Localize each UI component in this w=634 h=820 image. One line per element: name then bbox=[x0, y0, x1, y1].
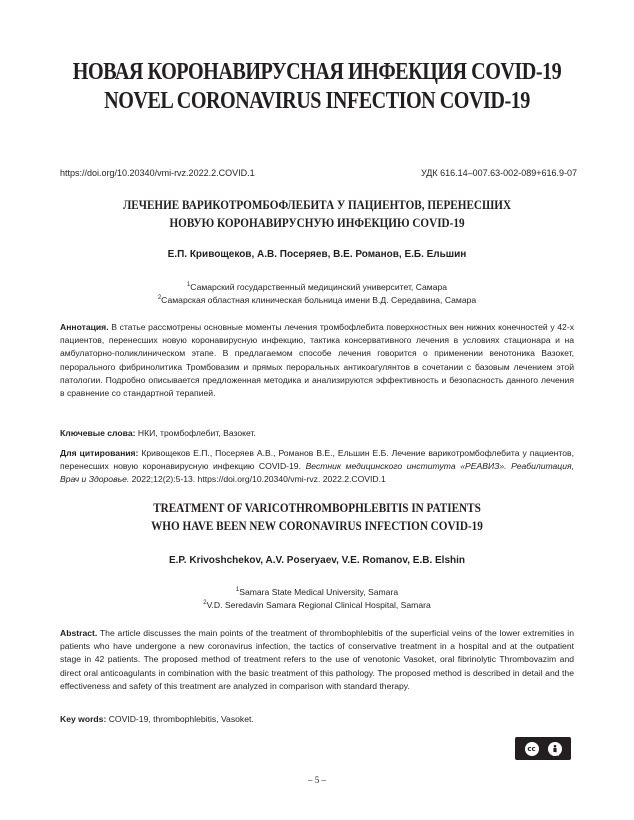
affil-num: 2 bbox=[203, 600, 207, 606]
section-title-ru: НОВАЯ КОРОНАВИРУСНАЯ ИНФЕКЦИЯ COVID-19 bbox=[72, 59, 562, 85]
abstract-en bbox=[60, 627, 574, 693]
citation-label: Для цитирования: bbox=[60, 448, 139, 458]
affil-num: 1 bbox=[186, 282, 191, 288]
affil-text: V.D. Seredavin Samara Regional Clinical Hospital, Samara bbox=[206, 599, 431, 610]
abstract-label: Abstract. bbox=[60, 628, 98, 638]
article-title-ru-line1: ЛЕЧЕНИЕ ВАРИКОТРОМБОФЛЕБИТА У ПАЦИЕНТОВ, ПЕРЕНЕСШИХ bbox=[122, 197, 512, 212]
cc-by-license-badge[interactable] bbox=[515, 737, 571, 760]
affil-text: Самарская областная клиническая больница имени В.Д. Середавина, Самара bbox=[161, 294, 477, 305]
authors-ru: Е.П. Кривощеков, А.В. Посеряев, В.Е. Романов, Е.Б. Ельшин bbox=[167, 249, 467, 260]
keywords-label: Ключевые слова: bbox=[60, 428, 136, 438]
article-title-en-line1: TREATMENT OF VARICOTHROMBOPHLEBITIS IN PATIENTS bbox=[153, 500, 481, 515]
citation-journal: Вестник медицинского института «РЕАВИЗ». Реабилитация, Врач и Здоровье. bbox=[60, 461, 574, 485]
affil-text: Самарский государственный медицинский университет, Самара bbox=[190, 281, 448, 292]
affiliation-ru-2 bbox=[0, 292, 634, 307]
udk-code: УДК 616.14–007.63-002-089+616.9-07 bbox=[420, 168, 577, 178]
doi-link[interactable]: https://doi.org/10.20340/vmi-rvz.2022.2.COVID.1 bbox=[60, 168, 255, 178]
abstract-text: The article discusses the main points of the treatment of thrombophlebitis of the superficial veins of the lower extremities in patients who have undergone a new coronavirus infection, the tactics of conservative treatment in a hospital and at the outpatient stage in 42 patients. The proposed method of treatment refers to the use of venotonic Vasoket, oral fibrinolytic Thrombovazim and direct oral anticoagulants in combination with the basic treatment of this pathology. The proposed method is described in detail and the effectiveness and safety of this treatment are analyzed in comparison with standard therapy. bbox=[60, 628, 574, 691]
keywords-text: НКИ, тромбофлебит, Вазокет. bbox=[135, 428, 256, 438]
abstract-label: Аннотация. bbox=[60, 322, 109, 332]
abstract-ru bbox=[60, 321, 574, 400]
citation-tail[interactable]: 2022;12(2):5-13. https://doi.org/10.20340/vmi-rvz. 2022.2.COVID.1 bbox=[129, 474, 386, 485]
article-title-ru-line2: НОВУЮ КОРОНАВИРУСНУЮ ИНФЕКЦИЮ COVID-19 bbox=[169, 215, 465, 230]
keywords-text: COVID-19, thrombophlebitis, Vasoket. bbox=[106, 714, 254, 724]
affiliation-en-2 bbox=[0, 597, 634, 612]
citation-text: Кривощеков Е.П., Посеряев А.В., Романов В.Е., Ельшин Е.Б. Лечение варикотромбофлебита у пациентов, перенесших новую коронавирусную инфекцию COVID-19. bbox=[60, 448, 575, 472]
cc-icon: cc bbox=[525, 742, 539, 756]
citation-ru bbox=[60, 447, 574, 487]
section-title-en: NOVEL CORONAVIRUS INFECTION COVID-19 bbox=[104, 88, 530, 114]
affil-num: 2 bbox=[157, 295, 162, 301]
article-title-en-line2: WHO HAVE BEEN NEW CORONAVIRUS INFECTION COVID-19 bbox=[151, 518, 483, 533]
authors-en: E.P. Krivoshchekov, A.V. Poseryaev, V.E. Romanov, E.B. Elshin bbox=[168, 555, 466, 566]
keywords-ru bbox=[60, 427, 574, 440]
page-number: – 5 – bbox=[308, 775, 326, 785]
keywords-en bbox=[60, 713, 574, 726]
abstract-text: В статье рассмотрены основные моменты лечения тромбофлебита поверхностных вен нижних конечностей у 42-х пациентов, перенесших новую коронавирусную инфекцию, тактика консервативного лечения в условиях стационара и на амбулаторно-поликлиническом этапе. В предлагаемом способе лечения говорится о применении венотоника Вазокет, перорального фибринолитика Тромбовазим и прямых пероральных антикоагулянтов в сочетании с базовым лечением этой патологии. Подробно описывается предложенная методика и анализируются эффективность и безопасность данного лечения в сравнение со стандартной терапией. bbox=[60, 322, 574, 399]
keywords-label: Key words: bbox=[60, 714, 107, 724]
by-label: BY bbox=[553, 752, 560, 758]
affil-text: Samara State Medical University, Samara bbox=[239, 586, 399, 597]
affil-num: 1 bbox=[235, 587, 240, 593]
